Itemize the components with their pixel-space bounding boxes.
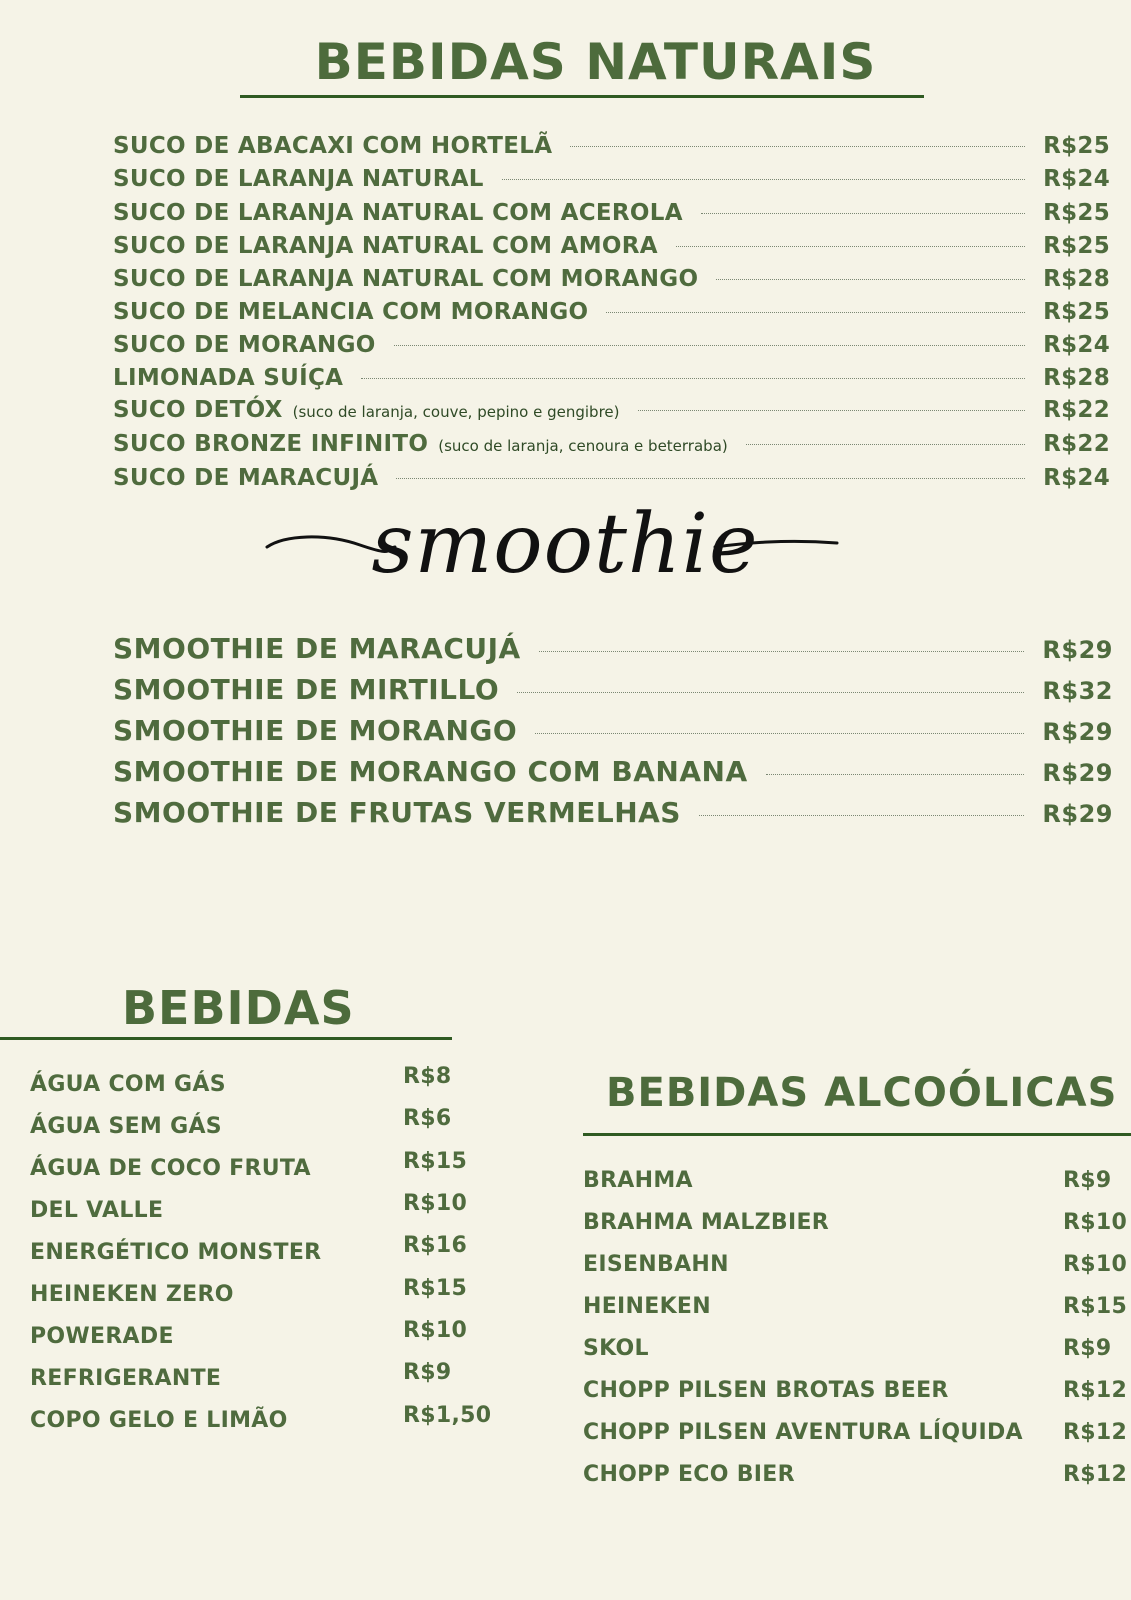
item-price: R$25: [1043, 200, 1110, 226]
item-price: R$25: [1043, 233, 1110, 259]
item-name: HEINEKEN: [583, 1294, 711, 1319]
item-price: R$9: [403, 1360, 452, 1385]
item-price: R$10: [403, 1318, 468, 1343]
dot-leader: [676, 246, 1025, 247]
item-name: CHOPP ECO BIER: [583, 1462, 795, 1487]
item-name: SUCO DE ABACAXI COM HORTELÃ: [113, 133, 553, 159]
smoothie-script-title: [265, 495, 865, 605]
item-name: HEINEKEN ZERO: [30, 1282, 234, 1307]
item-price: R$9: [1063, 1168, 1112, 1193]
item-price: R$25: [1043, 299, 1110, 325]
item-price: R$22: [1043, 397, 1110, 423]
item-price: R$15: [1063, 1294, 1128, 1319]
item-price: R$16: [403, 1233, 468, 1258]
item-name: COPO GELO E LIMÃO: [30, 1408, 288, 1433]
item-price: R$12: [1063, 1462, 1128, 1487]
item-price: R$10: [1063, 1210, 1128, 1235]
menu-item: [113, 166, 1110, 192]
dot-leader: [766, 774, 1025, 775]
dot-leader: [502, 179, 1025, 180]
menu-item: [113, 332, 1110, 358]
item-price: R$24: [1043, 465, 1110, 491]
menu-item: [113, 714, 1113, 747]
section-title-bebidas-alcoolicas: BEBIDAS ALCOÓLICAS: [606, 1070, 1118, 1116]
item-name: BRAHMA: [583, 1168, 693, 1193]
title-underline: [583, 1133, 1131, 1136]
item-price: R$32: [1042, 677, 1113, 705]
item-price: R$22: [1043, 431, 1110, 457]
item-price: R$10: [403, 1191, 468, 1216]
dot-leader: [361, 378, 1025, 379]
item-name: LIMONADA SUÍÇA: [113, 365, 344, 391]
item-name: SUCO DE LARANJA NATURAL: [113, 166, 484, 192]
menu-item: [113, 266, 1110, 292]
item-price: R$1,50: [403, 1403, 492, 1428]
menu-item: [113, 397, 1110, 423]
item-name: SUCO DETÓX: [113, 397, 283, 423]
dot-leader: [701, 213, 1025, 214]
item-note: (suco de laranja, couve, pepino e gengibre): [292, 403, 620, 421]
item-name: ÁGUA SEM GÁS: [30, 1114, 222, 1139]
item-price: R$25: [1043, 133, 1110, 159]
item-price: R$12: [1063, 1378, 1128, 1403]
item-price: R$24: [1043, 332, 1110, 358]
menu-item: [113, 755, 1113, 788]
item-price: R$15: [403, 1149, 468, 1174]
item-name: SMOOTHIE DE MORANGO COM BANANA: [113, 755, 748, 788]
dot-leader: [396, 478, 1025, 479]
item-name: ENERGÉTICO MONSTER: [30, 1240, 322, 1265]
item-name: ÁGUA COM GÁS: [30, 1072, 226, 1097]
item-name: SMOOTHIE DE MARACUJÁ: [113, 632, 521, 665]
dot-leader: [638, 410, 1026, 411]
item-price: R$9: [1063, 1336, 1112, 1361]
item-name: CHOPP PILSEN AVENTURA LÍQUIDA: [583, 1420, 1023, 1445]
menu-item: [113, 673, 1113, 706]
item-name: SUCO DE LARANJA NATURAL COM MORANGO: [113, 266, 699, 292]
title-underline: [0, 1037, 452, 1040]
item-price: R$15: [403, 1276, 468, 1301]
dot-leader: [394, 345, 1025, 346]
dot-leader: [570, 146, 1025, 147]
item-name: SUCO DE MORANGO: [113, 332, 376, 358]
item-price: R$12: [1063, 1420, 1128, 1445]
item-name: SUCO DE LARANJA NATURAL COM ACEROLA: [113, 200, 683, 226]
item-name: SMOOTHIE DE FRUTAS VERMELHAS: [113, 796, 681, 829]
item-note: (suco de laranja, cenoura e beterraba): [438, 437, 728, 455]
item-name: CHOPP PILSEN BROTAS BEER: [583, 1378, 949, 1403]
item-price: R$29: [1042, 800, 1113, 828]
smoothie-heading: smoothie: [371, 497, 759, 592]
menu-item: [113, 299, 1110, 325]
item-price: R$10: [1063, 1252, 1128, 1277]
item-price: R$29: [1042, 718, 1113, 746]
item-name: SMOOTHIE DE MIRTILLO: [113, 673, 500, 706]
item-price: R$6: [403, 1106, 452, 1131]
item-price: R$8: [403, 1064, 452, 1089]
item-name: SUCO BRONZE INFINITO: [113, 431, 429, 457]
menu-item: [113, 796, 1113, 829]
item-price: R$29: [1042, 759, 1113, 787]
item-name: SUCO DE MARACUJÁ: [113, 465, 379, 491]
item-name: SUCO DE MELANCIA COM MORANGO: [113, 299, 589, 325]
dot-leader: [699, 815, 1024, 816]
dot-leader: [539, 651, 1025, 652]
dot-leader: [716, 279, 1025, 280]
item-price: R$29: [1042, 636, 1113, 664]
menu-item: [113, 133, 1110, 159]
item-price: R$28: [1043, 365, 1110, 391]
section-title-bebidas-naturais: BEBIDAS NATURAIS: [314, 33, 877, 91]
menu-item: [113, 431, 1110, 457]
menu-item: [113, 365, 1110, 391]
item-name: DEL VALLE: [30, 1198, 164, 1223]
menu-item: [113, 632, 1113, 665]
item-name: REFRIGERANTE: [30, 1366, 222, 1391]
menu-item: [113, 465, 1110, 491]
menu-item: [113, 233, 1110, 259]
title-underline: [240, 95, 924, 98]
section-title-bebidas: BEBIDAS: [122, 981, 355, 1035]
item-name: SMOOTHIE DE MORANGO: [113, 714, 518, 747]
dot-leader: [517, 692, 1024, 693]
item-name: SUCO DE LARANJA NATURAL COM AMORA: [113, 233, 658, 259]
item-name: ÁGUA DE COCO FRUTA: [30, 1156, 311, 1181]
item-name: SKOL: [583, 1336, 649, 1361]
dot-leader: [535, 733, 1024, 734]
dot-leader: [746, 444, 1025, 445]
dot-leader: [606, 312, 1025, 313]
item-name: EISENBAHN: [583, 1252, 729, 1277]
item-name: POWERADE: [30, 1324, 174, 1349]
menu-item: [113, 200, 1110, 226]
item-price: R$24: [1043, 166, 1110, 192]
item-name: BRAHMA MALZBIER: [583, 1210, 830, 1235]
item-price: R$28: [1043, 266, 1110, 292]
